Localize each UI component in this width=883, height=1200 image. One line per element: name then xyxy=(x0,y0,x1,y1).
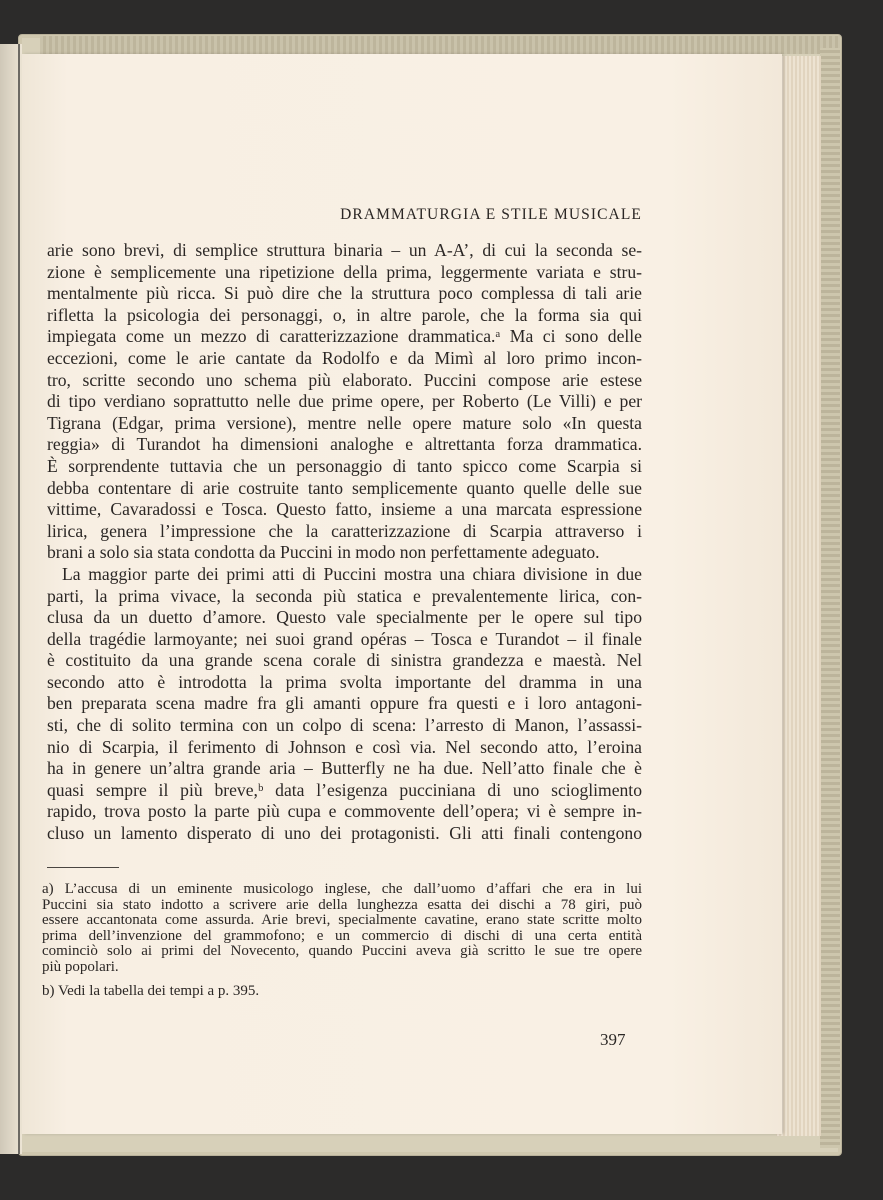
text-line: Tigrana (Edgar, prima versione), mentre nelle opere mature solo «In questa xyxy=(47,412,642,433)
cover-cloth-right xyxy=(820,48,840,1148)
footnote-a-line: cominciò solo ai primi del Novecento, quando Puccini aveva già scritto le sue tre opere xyxy=(42,943,642,960)
text-line: quasi sempre il più breve,ᵇ data l’esigenza pucciniana di uno scioglimento xyxy=(47,779,642,800)
page-edges xyxy=(776,56,821,1136)
footnote-a-line: prima dell’invenzione del grammofono; e un commercio di dischi di una certa entità xyxy=(42,927,642,944)
text-line: È sorprendente tuttavia che un personaggio di tanto spicco come Scarpia si xyxy=(47,455,642,476)
text-line: rifletta la psicologia dei personaggi, o, in altre parole, che la forma sia qui xyxy=(47,304,642,325)
text-line: è costituito da una grande scena corale di sinistra grandezza e maestà. Nel xyxy=(47,650,642,671)
text-line: debba contentare di arie costruite tanto semplicemente quanto quelle delle sue xyxy=(47,477,642,498)
footnote-a-line: essere accantonata come assurda. Arie brevi, specialmente cavatine, erano state scritte molto xyxy=(42,912,642,929)
text-line: eccezioni, come le arie cantate da Rodolfo e da Mimì al loro primo incon- xyxy=(47,347,642,368)
text-line: reggia» di Turandot ha dimensioni analoghe e altrettanta forza drammatica. xyxy=(47,434,642,455)
text-line: nio di Scarpia, il ferimento di Johnson e così via. Nel secondo atto, l’eroina xyxy=(47,736,642,757)
text-line: cluso un lamento disperato di uno dei protagonisti. Gli atti finali contengono xyxy=(47,823,642,844)
footnote-a-line: più popolari. xyxy=(42,958,119,975)
text-line: secondo atto è introdotta la prima svolta importante del dramma in una xyxy=(47,671,642,692)
text-line: lirica, genera l’impressione che la caratterizzazione di Scarpia attraverso i xyxy=(47,520,642,541)
text-line: arie sono brevi, di semplice struttura binaria – un A-A’, di cui la seconda se- xyxy=(47,240,642,260)
footnotes xyxy=(42,882,642,999)
footnote-a-line: Puccini sia stato indotto a scrivere arie della lunghezza esatta dei dischi a 78 giri, può xyxy=(42,896,642,913)
running-head: DRAMMATURGIA E STILE MUSICALE xyxy=(340,206,642,223)
cover-cloth-top xyxy=(40,36,840,54)
text-line: zione è semplicemente una ripetizione della prima, leggermente variata e stru- xyxy=(47,261,642,282)
page-number: 397 xyxy=(600,1030,626,1049)
text-line: La maggior parte dei primi atti di Puccini mostra una chiara divisione in due xyxy=(62,563,642,584)
text-line: sti, che di solito termina con un colpo di scena: l’arresto di Manon, l’assassi- xyxy=(47,715,642,736)
text-line: rapido, trova posto la parte più cupa e commovente dell’opera; vi è sempre in- xyxy=(47,801,642,822)
text-line: ben preparata scena madre fra gli amanti oppure fra questi e i loro antagoni- xyxy=(47,693,642,714)
text-line: brani a solo sia stata condotta da Puccini in modo non perfettamente adeguato. xyxy=(47,542,600,563)
body-text xyxy=(47,240,642,845)
text-line: impiegata come un mezzo di caratterizzazione drammatica.ᵃ Ma ci sono delle xyxy=(47,326,642,347)
gutter-line xyxy=(18,44,20,1154)
text-line: mentalmente più ricca. Si può dire che la struttura poco complessa di tali arie xyxy=(47,283,642,304)
text-line: di tipo verdiano soprattutto nelle due prime opere, per Roberto (Le Villi) e per xyxy=(47,391,642,412)
text-line: clusa da un duetto d’amore. Questo vale specialmente per le opere sul tipo xyxy=(47,607,642,628)
text-line: della tragédie larmoyante; nei suoi grand opéras – Tosca e Turandot – il finale xyxy=(47,628,642,649)
text-line: tro, scritte secondo uno schema più elaborato. Puccini compose arie estese xyxy=(47,369,642,390)
text-line: vittime, Cavaradossi e Tosca. Questo fatto, insieme a una marcata espressione xyxy=(47,499,642,520)
text-line: parti, la prima vivace, la seconda più statica e prevalentemente lirica, con- xyxy=(47,585,642,606)
footnote-a-line: a) L’accusa di un eminente musicologo inglese, che dall’uomo d’affari che era in lui xyxy=(42,881,642,897)
footnote-rule xyxy=(47,867,119,868)
footnote-b: b) Vedi la tabella dei tempi a p. 395. xyxy=(42,982,260,999)
text-line: ha in genere un’altra grande aria – Butterfly ne ha due. Nell’atto finale che è xyxy=(47,758,642,779)
